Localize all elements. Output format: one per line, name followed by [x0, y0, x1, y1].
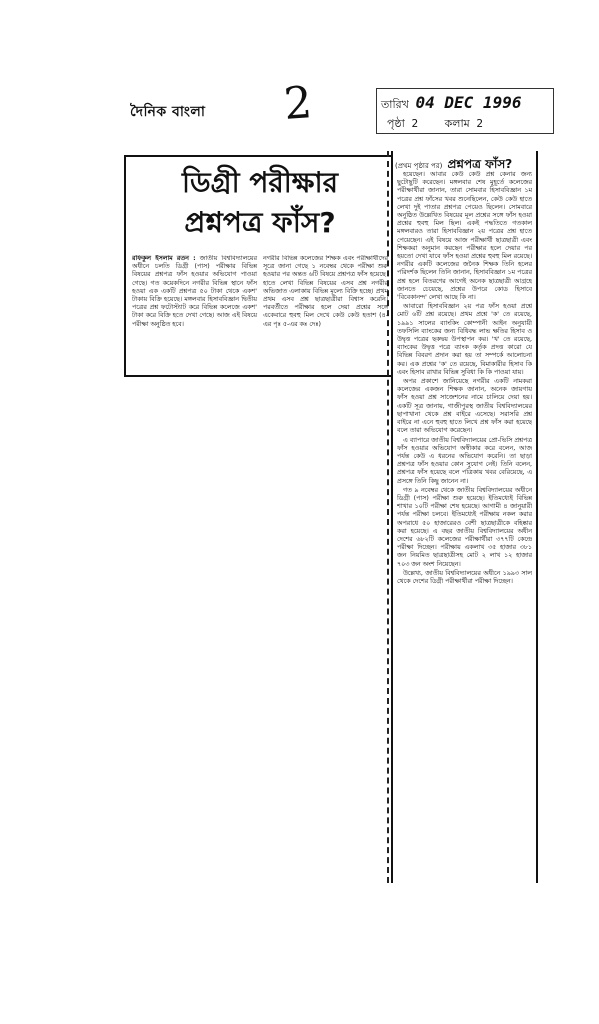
continuation-paragraph: অপর প্রকাশে জানিয়েছে নগরীর একটি নামকরা কলেজের একজন শিক্ষক জানান, অনেক জায়গায় ফাঁস হওয়া প্রশ্ন সাজেশনের নামে চালিয়ে দেয়া হয়। একটি সূত্র জানায়, গাজীপুরস্থ জাতীয় বিশ্ববিদ্যালয়ের ছাপাখানা থেকে প্রশ্ন বাইরে এসেছে। সরাসরি প্রশ্ন বাইরে না এনে হুবহু হাতে লিখে প্রশ্ন ফাঁস করা হয়েছে বলে তারা অভিযোগ করেছেন। [397, 378, 532, 435]
continuation-paragraph: আবারো হিসাববিজ্ঞান ২য় পত্র ফাঁস হওয়া প্রশ্নে মোট ৬টি প্রশ্ন রয়েছে। প্রথম প্রশ্নে 'ক' তে রয়েছে, ১৯৯১ সালের ব্যাংকিং কোম্পানী আইন অনুযায়ী তফসিলি ব্যাংকের জন্য বিধিবদ্ধ লাভ ক্ষতির হিসাব ও উদ্বৃত্ত পত্রের ছকদ্বয় উপস্থাপন কর। 'খ' তে রয়েছে, ব্যাংকের উদ্বৃত্ত পত্রে ব্যাংক কর্তৃক প্রদত্ত কারো যে বিভিন্ন বিবরণ প্রদান করা হয় তা সম্পর্কে আলোচনা কর। এক প্রশ্নের 'ক' তে রয়েছে, বিমাকারীর হিসাব কি এবং হিসাব রাখার বিভিন্ন সুবিধা কি কি পাওয়া যায়। [397, 303, 532, 376]
continuation-paragraph: এ ব্যাপারে জাতীয় বিশ্ববিদ্যালয়ের প্রো-ভিসি প্রশ্নপত্র ফাঁস হওয়ার অভিযোগ অস্বীকার করে বলেন, আজ পর্যন্ত কেউ এ ধরনের অভিযোগ করেনি। তা ছাড়া প্রশ্নপত্র ফাঁস হওয়ার কোন সুযোগ নেই। তিনি বলেন, প্রশ্নপত্র ফাঁস হয়েছে বলে পত্রিকায় খবর বেরিয়েছে, এ প্রসঙ্গে তিনি কিছু জানেন না। [397, 436, 532, 485]
news-clipping-front [124, 155, 396, 377]
stamp-column-value: 2 [476, 117, 484, 130]
article-column-1 [132, 255, 257, 369]
newspaper-masthead: দৈনিক বাংলা [130, 104, 206, 120]
continuation-paragraph: হয়েছেন। আবার কেউ কেউ প্রশ্ন কেনার জন্য ছুটোছুটি করেছেন। মঙ্গলবার শেষ মুহূর্তে কলেজের পরীক্ষার্থীরা জানান, তারা সোমবার হিসাববিজ্ঞান ১ম পত্রের প্রশ্ন ফাঁসের খবর শুনেছিলেন, কেউ কেউ হাতে লেখা দুই পাতার প্রশ্নপত্র পেয়েও ছিলেন। সোমবারে অনুষ্ঠিত উল্লেখিত বিষয়ের মূল প্রশ্নের সঙ্গে ফাঁস হওয়া প্রশ্নের হুবহু মিল ছিল। একই পদ্ধতিতে গতকাল মঙ্গলবারও তারা হিসাববিজ্ঞান ২য় পত্রের প্রশ্ন হাতে পেয়েছেন। এই বিষয়ে আজ পরীক্ষার্থী ছাত্রছাত্রী এবং শিক্ষকরা অনুমান করছেন পরীক্ষার হলে দেয়ার পর হয়তো দেখা যাবে ফাঁস হওয়া প্রশ্নের হুবহু মিল রয়েছে। নগরীর একটি কলেজের জনৈক শিক্ষক তিনি হলের পরিদর্শক ছিলেন তিনি জানান, হিসাববিজ্ঞান ১ম পত্রের প্রশ্ন হলে বিতরণের আগেই অনেক ছাত্রছাত্রী আগ্রহে জানতে চেয়েছে, প্রশ্নের উপরে কোড হিসাবে 'বিবেকানন্দ' লেখা আছে কি না। [397, 171, 532, 302]
article-column-1-text: জাতীয় বিশ্ববিদ্যালয়ের অধীনে চলতি ডিগ্রী (পাস) পরীক্ষার বিভিন্ন বিষয়ের প্রশ্নপত্র ফাঁস হওয়ার অভিযোগ পাওয়া গেছে। গত কয়েকদিনে নগরীর বিভিন্ন স্থানে ফাঁস হওয়া এক একটি প্রশ্নপত্র ৫০ টাকা থেকে একশ' টাকায় বিক্রি হয়েছে। মঙ্গলবার হিসাববিজ্ঞান দ্বিতীয় পত্রের প্রশ্ন ফটোস্ট্যাট করে বিভিন্ন কলেজে একশ' টাকা করে বিক্রি হতে দেখা গেছে। আজ এই বিষয়ে পরীক্ষা অনুষ্ঠিত হবে। [132, 255, 257, 328]
continuation-paragraph: উল্লেখ্য, জাতীয় বিশ্ববিদ্যালয়ের অধীনে ১৯৯৩ সাল থেকে দেশের ডিগ্রী পরীক্ষার্থীরা পরীক্ষা দিচ্ছেন। [397, 569, 532, 585]
headline-line-1: ডিগ্রী পরীক্ষার [182, 166, 338, 199]
article-column-2 [263, 255, 388, 369]
cut-line [387, 151, 393, 883]
news-clipping-continuation [391, 151, 538, 883]
stamp-page-value: 2 [411, 117, 419, 130]
article-column-2-text: নগরীর বিভিন্ন কলেজের শিক্ষক এবং পরীক্ষার্থীদের সূত্রে জানা গেছে ১ নবেম্বর থেকে পরীক্ষা শুরু হওয়ার পর অন্তত ৬টি বিষয়ে প্রশ্নপত্র ফাঁস হয়েছে। হাতে লেখা বিভিন্ন বিষয়ের এসব প্রশ্ন নগরীর অভিজাত এলাকায় বিভিন্ন মূল্যে বিক্রি হচ্ছে। প্রথম প্রথম এসব প্রশ্ন ছাত্রছাত্রীরা বিশ্বাস করেনি। পরবর্তীতে পরীক্ষার হলে দেয়া প্রশ্নের সঙ্গে একেবারে হুবহু মিল দেখে কেউ কেউ হতাশ [263, 255, 388, 320]
stamp-column-label: কলাম [444, 117, 470, 130]
article-body [132, 255, 388, 369]
date-stamp [376, 88, 554, 134]
stamp-date-label: তারিখ [381, 98, 409, 111]
stamp-page-label: পৃষ্ঠা [387, 117, 405, 130]
continuation-headline: প্রশ্নপত্র ফাঁস? [447, 157, 513, 171]
headline-line-2: প্রশ্নপত্র ফাঁস? [184, 206, 336, 239]
stamp-date-value: 04 DEC 1996 [415, 93, 522, 112]
article-headline [132, 163, 388, 243]
continuation-paragraph: গত ৯ নবেম্বর থেকে জাতীয় বিশ্ববিদ্যালয়ের অধীনে ডিগ্রী (পাস) পরীক্ষা শুরু হয়েছে। ইতিমধ্যেই বিভিন্ন শাখার ১০টি পরীক্ষা শেষ হয়েছে। আগামী ৪ জানুয়ারী পর্যন্ত পরীক্ষা চলবে। ইতিমধ্যেই পরীক্ষায় নকল করার অপরাধে ৫০ হাজারেরও বেশী ছাত্রছাত্রীকে বহিষ্কার করা হয়েছে। এ বছর জাতীয় বিশ্ববিদ্যালয়ের অধীন দেশের ৬৮২টি কলেজের পরীক্ষার্থীরা ৩৭৭টি কেন্দ্রে পরীক্ষা দিচ্ছেন। পরীক্ষায় একলাখ ৩৫ হাজার ৩৮১ জন নিয়মিত ছাত্রছাত্রীসহ মোট ২ লাখ ১২ হাজার ৭০৩ জন অংশ নিয়েছেন। [397, 486, 532, 568]
handwritten-page-mark: 2 [282, 77, 314, 130]
continued-from-label: (প্রথম পৃষ্ঠার পর) [395, 162, 443, 170]
article-byline: রফিকুল ইসলাম রতন : [132, 255, 196, 262]
continued-note: (৪-এর পৃঃ ৫-এর কঃ দেঃ) [263, 312, 388, 328]
continuation-body [397, 171, 532, 879]
